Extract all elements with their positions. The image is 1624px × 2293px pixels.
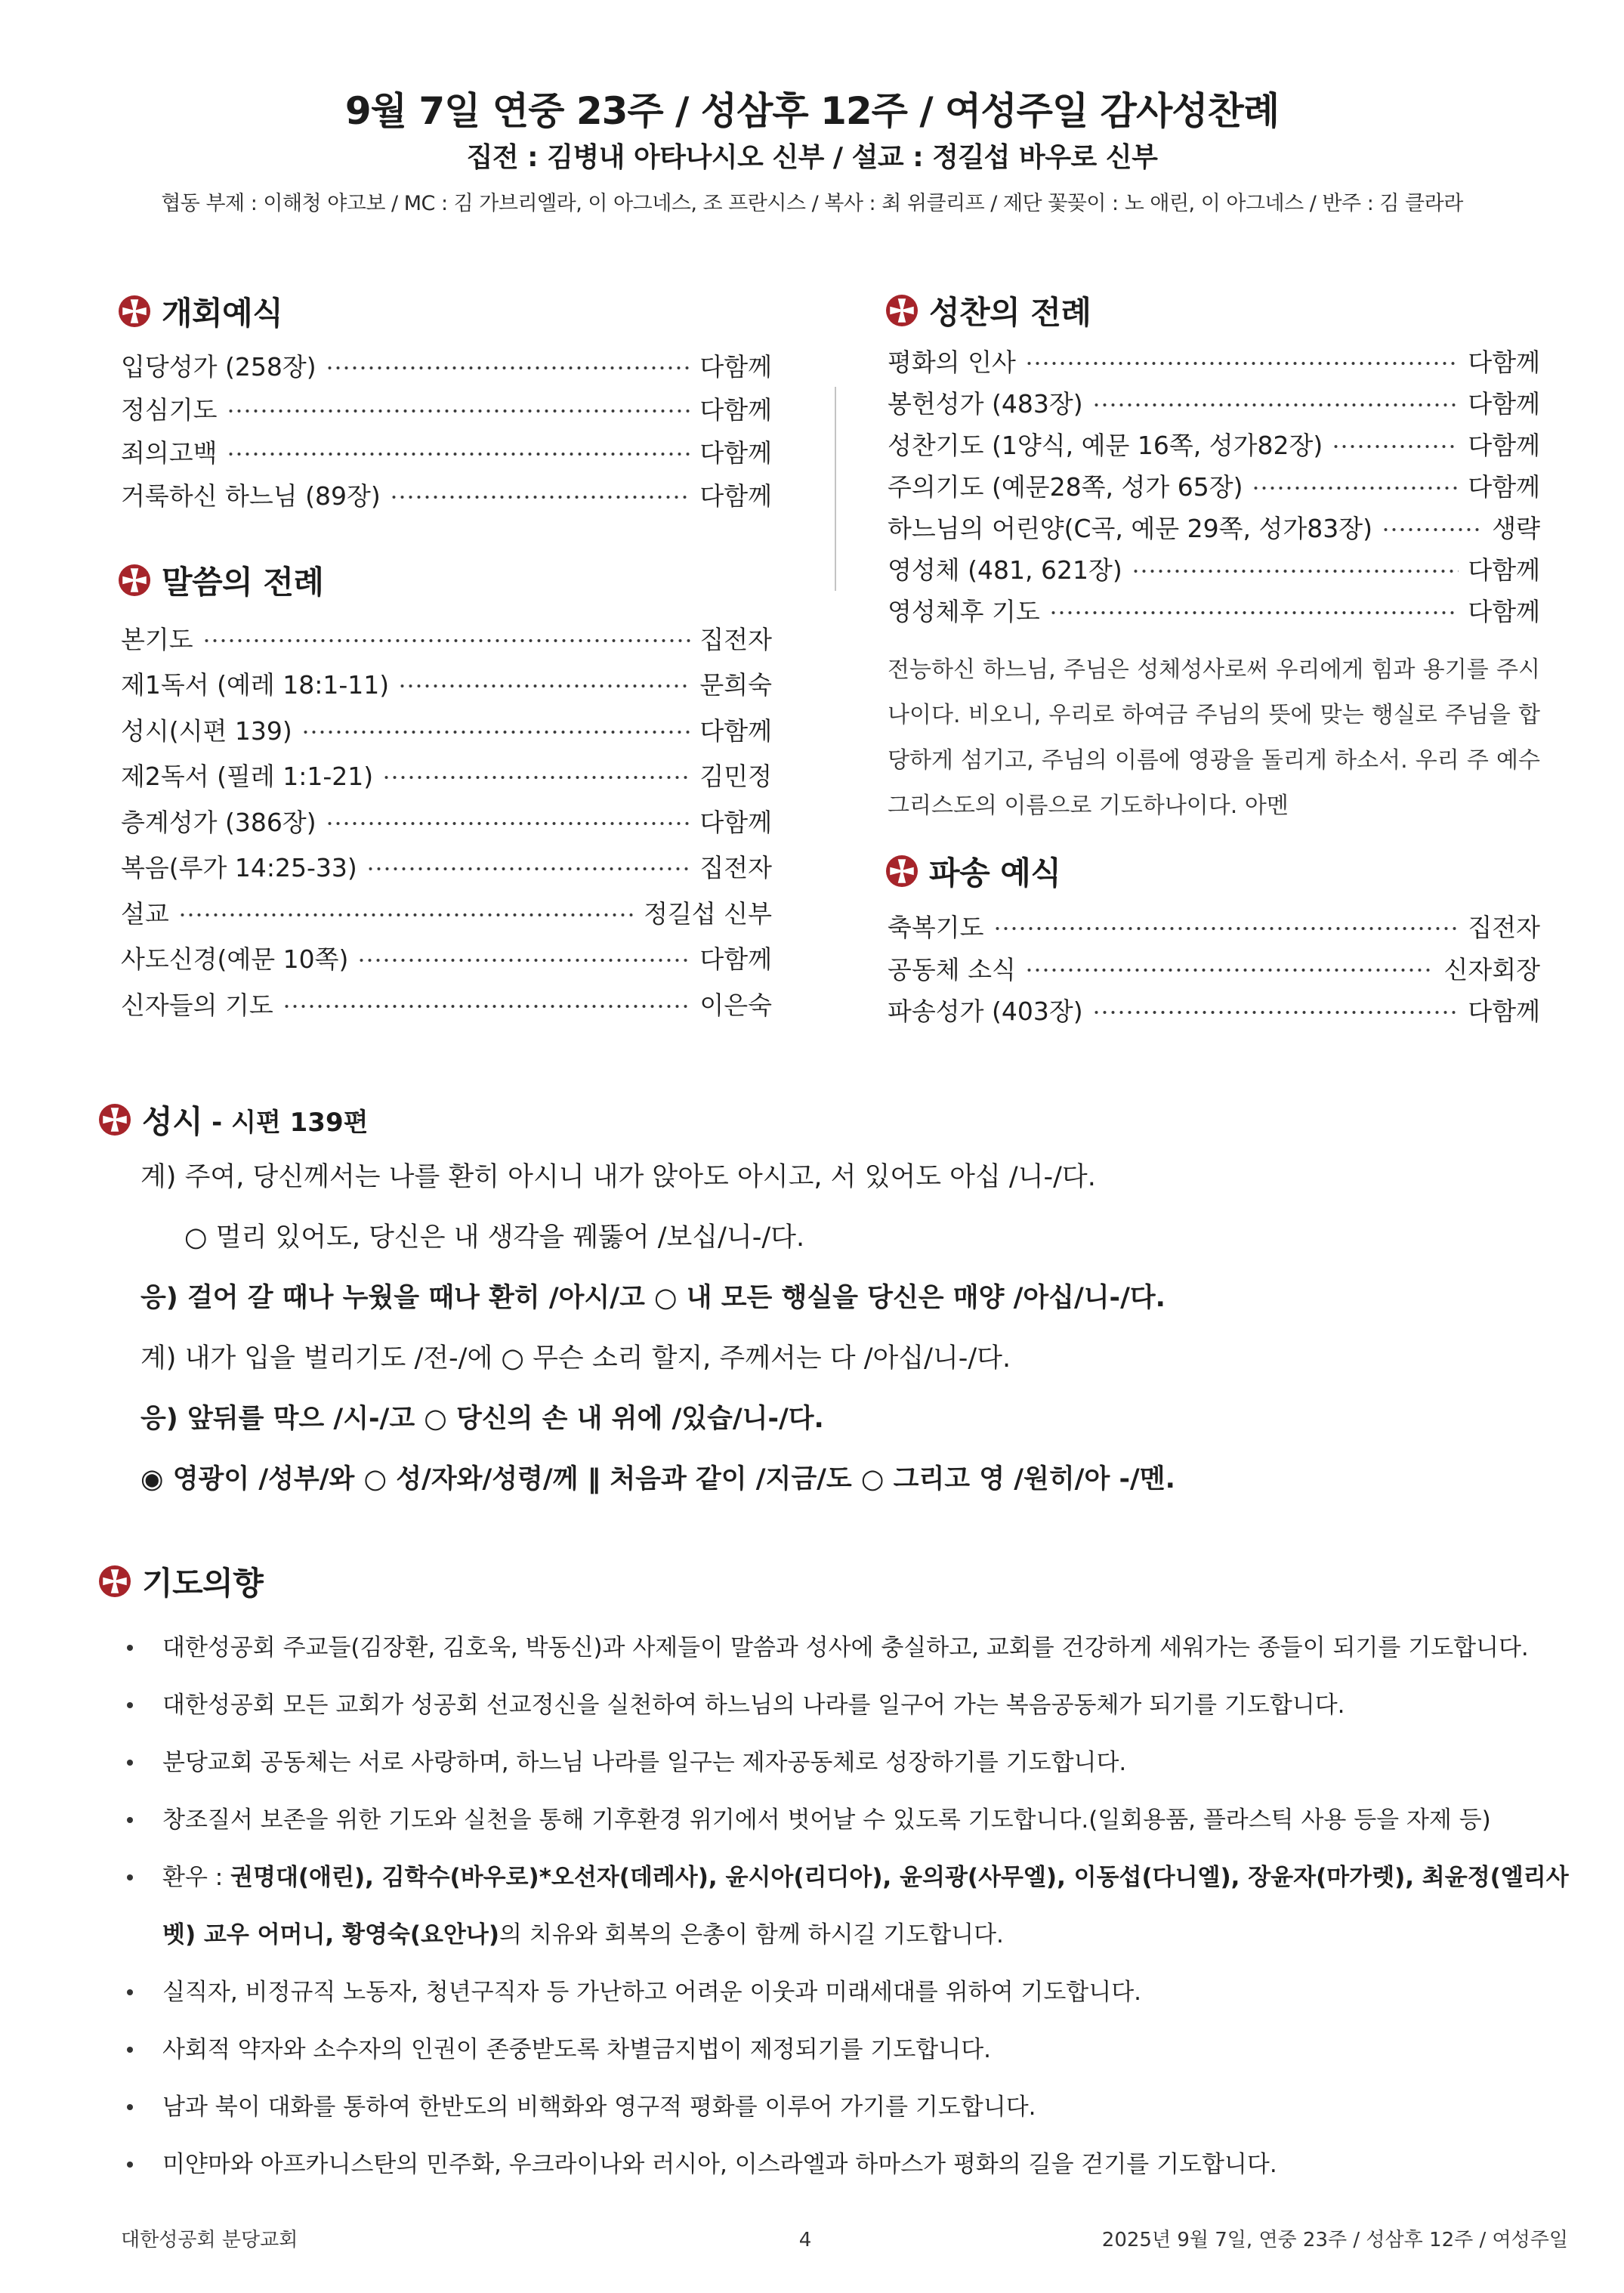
order-row — [121, 798, 772, 844]
cross-circle-graphic — [119, 295, 150, 327]
dot-leader — [202, 615, 691, 661]
bullet-dot — [127, 2162, 133, 2168]
section-header-dismissal — [886, 848, 1061, 894]
order-performer: 다함께 — [699, 481, 772, 511]
order-row — [888, 506, 1540, 548]
order-item: 제2독서 (필레 1:1-21) — [121, 762, 374, 792]
order-performer: 생략 — [1492, 514, 1540, 543]
dot-leader — [1092, 382, 1459, 423]
order-item: 입당성가 (258장) — [121, 352, 316, 382]
dot-leader — [382, 752, 690, 799]
dot-leader — [326, 344, 691, 387]
sick-names: 권명대(애린), 김학수(바우로)*오선자(데레사), 윤시아(리디아), 윤의광(사무엘), 이동섭(다니엘), 장윤자(마가렛), 최윤정(엘리사벳) 교우 어머니, 황영숙(요안나) — [162, 1864, 1569, 1948]
dot-leader — [227, 387, 691, 430]
cross-circle-graphic — [99, 1565, 131, 1597]
order-performer: 집전자 — [699, 853, 772, 883]
order-item: 설교 — [121, 898, 169, 929]
officiants-line: 집전 : 김병내 아타나시오 신부 / 설교 : 정길섭 바우로 신부 — [466, 142, 1158, 173]
order-row — [121, 387, 772, 430]
dot-leader — [1025, 340, 1459, 382]
psalm-verse-celebrant: 계) 주여, 당신께서는 나를 환히 아시니 내가 앉아도 아시고, 서 있어도 아십 /니-/다. — [140, 1162, 1096, 1192]
dot-leader — [993, 905, 1459, 947]
section-title: 성찬의 전례 — [929, 294, 1091, 331]
order-row — [888, 589, 1540, 631]
order-row — [121, 615, 772, 661]
order-item: 봉헌성가 (483장) — [888, 389, 1083, 419]
order-row — [121, 844, 772, 890]
order-item: 복음(루가 14:25-33) — [121, 853, 357, 883]
bullet-dot — [127, 1874, 133, 1880]
order-row — [888, 423, 1540, 465]
intention-item — [162, 1964, 1586, 2021]
intention-item — [162, 1619, 1586, 1676]
bullet-dot — [127, 1760, 133, 1766]
dot-leader — [1092, 989, 1459, 1031]
order-item: 신자들의 기도 — [121, 990, 273, 1020]
intention-text: 창조질서 보존을 위한 기도와 실천을 통해 기후환경 위기에서 벗어날 수 있도록 기도합니다.(일회용품, 플라스틱 사용 등을 자제 등) — [162, 1806, 1491, 1834]
order-performer: 다함께 — [1468, 597, 1540, 626]
order-performer: 이은숙 — [699, 990, 772, 1020]
intention-suffix: 의 치유와 회복의 은총이 함께 하시길 기도합니다. — [499, 1921, 1004, 1948]
order-item: 성찬기도 (1양식, 예문 16쪽, 성가82장) — [888, 431, 1323, 460]
order-performer: 정길섭 신부 — [644, 898, 772, 929]
intention-item — [162, 1676, 1586, 1734]
intention-text: 실직자, 비정규직 노동자, 청년구직자 등 가난하고 어려운 이웃과 미래세대를 위하여 기도합니다. — [162, 1979, 1141, 2006]
section-title: 성시 — [142, 1103, 203, 1140]
dot-leader — [283, 981, 691, 1027]
bullet-dot — [127, 1989, 133, 1995]
page-title: 9월 7일 연중 23주 / 성삼후 12주 / 여성주일 감사성찬례 — [344, 89, 1280, 133]
footer-church-name: 대한성공회 분당교회 — [121, 2229, 298, 2251]
dot-leader — [357, 935, 690, 981]
order-performer: 다함께 — [699, 352, 772, 382]
order-item: 하느님의 어린양(C곡, 예문 29쪽, 성가83장) — [888, 514, 1373, 543]
order-performer: 김민정 — [699, 762, 772, 792]
order-row — [121, 935, 772, 981]
order-row — [888, 947, 1540, 990]
order-row — [121, 706, 772, 752]
bullet-dot — [127, 1702, 133, 1708]
order-item: 성시(시편 139) — [121, 715, 292, 746]
cross-circle-graphic — [886, 295, 918, 326]
intention-item — [162, 1791, 1586, 1849]
psalm-verse-response: 응) 앞뒤를 막으 /시-/고 ○ 당신의 손 내 위에 /있습/니-/다. — [140, 1404, 824, 1434]
intention-text: 분당교회 공동체는 서로 사랑하며, 하느님 나라를 일구는 제자공동체로 성장하기를 기도합니다. — [162, 1749, 1127, 1776]
opening-order-list — [121, 344, 772, 516]
order-item: 평화의 인사 — [888, 348, 1016, 377]
section-header-psalm — [99, 1097, 368, 1142]
order-performer: 다함께 — [1468, 348, 1540, 377]
roles-line: 협동 부제 : 이해청 야고보 / MC : 김 가브리엘라, 이 아그네스, 조 프란시스 / 복사 : 최 위클리프 / 제단 꽃꽂이 : 노 애린, 이 아그네스 / 반주 : 김 클라라 — [161, 192, 1463, 215]
order-performer: 집전자 — [699, 624, 772, 654]
dot-leader — [301, 706, 691, 752]
cross-circle-graphic — [99, 1104, 131, 1136]
order-item: 축복기도 — [888, 913, 984, 943]
cross-circle-graphic — [886, 855, 918, 887]
order-performer: 다함께 — [699, 944, 772, 975]
section-header-opening — [119, 289, 283, 334]
order-item: 거룩하신 하느님 (89장) — [121, 481, 381, 511]
order-item: 정심기도 — [121, 395, 218, 425]
section-title: 파송 예식 — [929, 854, 1061, 892]
dot-leader — [1252, 465, 1459, 506]
intention-text: 대한성공회 모든 교회가 성공회 선교정신을 실천하여 하느님의 나라를 일구어 가는 복음공동체가 되기를 기도합니다. — [162, 1692, 1345, 1719]
dot-leader — [1382, 506, 1483, 548]
order-item: 영성체 (481, 621장) — [888, 555, 1122, 585]
cross-circle-icon — [886, 295, 918, 326]
order-performer: 다함께 — [1468, 472, 1540, 502]
intention-text: 대한성공회 주교들(김장환, 김호욱, 박동신)과 사제들이 말씀과 성사에 충실하고, 교회를 건강하게 세워가는 종들이 되기를 기도합니다. — [162, 1634, 1529, 1661]
section-header-word — [119, 558, 323, 603]
order-performer: 문희숙 — [699, 670, 772, 700]
word-order-list — [121, 615, 772, 1027]
order-row — [121, 430, 772, 473]
post-communion-prayer: 전능하신 하느님, 주님은 성체성사로써 우리에게 힘과 용기를 주시나이다. 비오니, 우리로 하여금 주님의 뜻에 맞는 행실로 주님을 합당하게 섬기고, 주님의 이름에 영광을 돌리게 하소서. 우리 주 예수 그리스도의 이름으로 기도하나이다. 아멘 — [888, 657, 1540, 819]
intention-item — [162, 2078, 1586, 2136]
cross-circle-icon — [119, 564, 150, 596]
order-item: 사도신경(예문 10쪽) — [121, 944, 349, 975]
order-row — [121, 889, 772, 935]
order-performer: 신자회장 — [1443, 954, 1540, 984]
dismissal-order-list — [888, 905, 1540, 1031]
order-performer: 다함께 — [699, 715, 772, 746]
order-item: 공동체 소식 — [888, 954, 1016, 984]
bullet-dot — [127, 1645, 133, 1651]
intention-item — [162, 2021, 1586, 2078]
order-row — [121, 661, 772, 707]
intention-item-sick — [162, 1849, 1586, 1964]
psalm-verse-celebrant: 계) 내가 입을 벌리기도 /전-/에 ○ 무슨 소리 할지, 주께서는 다 /아십/니-/다. — [140, 1343, 1011, 1374]
dot-leader — [390, 473, 691, 516]
order-performer: 다함께 — [1468, 997, 1540, 1027]
dot-leader — [1332, 423, 1459, 465]
page-number: 4 — [798, 2229, 812, 2251]
dot-leader — [1132, 548, 1459, 589]
order-performer: 다함께 — [1468, 431, 1540, 460]
section-title: 기도의향 — [142, 1565, 264, 1602]
section-title: 말씀의 전례 — [162, 564, 324, 601]
order-item: 영성체후 기도 — [888, 597, 1040, 626]
intention-prefix: 환우 : — [162, 1864, 231, 1891]
order-row — [888, 548, 1540, 589]
footer-date: 2025년 9월 7일, 연중 23주 / 성삼후 12주 / 여성주일 — [1101, 2229, 1568, 2251]
section-header-intentions — [99, 1559, 263, 1604]
order-performer: 다함께 — [699, 807, 772, 837]
order-item: 주의기도 (예문28쪽, 성가 65장) — [888, 472, 1243, 502]
order-item: 본기도 — [121, 624, 193, 654]
intention-item — [162, 2136, 1586, 2193]
dot-leader — [326, 798, 691, 844]
cross-circle-icon — [886, 855, 918, 887]
eucharist-order-list — [888, 340, 1540, 631]
section-title: 개회예식 — [162, 295, 283, 332]
dot-leader — [1049, 589, 1459, 631]
bullet-dot — [127, 1817, 133, 1823]
order-row — [888, 989, 1540, 1031]
order-item: 파송성가 (403장) — [888, 997, 1083, 1027]
order-performer: 다함께 — [699, 395, 772, 425]
psalm-text — [140, 1147, 1576, 1510]
order-item: 제1독서 (예레 18:1-11) — [121, 670, 390, 700]
order-row — [888, 340, 1540, 382]
cross-circle-icon — [119, 295, 150, 327]
section-subtitle: - 시편 139편 — [211, 1107, 369, 1138]
bullet-dot — [127, 2104, 133, 2110]
intention-text: 남과 북이 대화를 통하여 한반도의 비핵화와 영구적 평화를 이루어 가기를 기도합니다. — [162, 2094, 1036, 2121]
dot-leader — [178, 889, 634, 935]
dot-leader — [366, 844, 691, 890]
cross-circle-graphic — [119, 564, 150, 596]
order-item: 죄의고백 — [121, 438, 218, 468]
dot-leader — [398, 661, 690, 707]
psalm-gloria: ◉ 영광이 /성부/와 ○ 성/자와/성령/께 ‖ 처음과 같이 /지금/도 ○ 그리고 영 /원히/아 -/멘. — [140, 1464, 1175, 1494]
intention-text: 사회적 약자와 소수자의 인권이 존중받도록 차별금지법이 제정되기를 기도합니다. — [162, 2036, 991, 2063]
intention-item — [162, 1734, 1586, 1791]
order-item: 층계성가 (386장) — [121, 807, 316, 837]
psalm-verse-continuation: ○ 멀리 있어도, 당신은 내 생각을 꿰뚫어 /보십/니-/다. — [184, 1222, 805, 1253]
order-row — [888, 465, 1540, 506]
order-row — [121, 344, 772, 387]
order-row — [121, 752, 772, 799]
order-performer: 다함께 — [1468, 555, 1540, 585]
section-header-eucharist — [886, 288, 1091, 333]
cross-circle-icon — [99, 1565, 131, 1597]
psalm-verse-response: 응) 걸어 갈 때나 누웠을 때나 환히 /아시/고 ○ 내 모든 행실을 당신은 매양 /아십/니-/다. — [140, 1283, 1166, 1313]
order-row — [121, 473, 772, 516]
order-row — [888, 905, 1540, 947]
order-performer: 다함께 — [1468, 389, 1540, 419]
dot-leader — [1025, 947, 1435, 990]
order-performer: 집전자 — [1468, 913, 1540, 943]
order-row — [888, 382, 1540, 423]
order-row — [121, 981, 772, 1027]
prayer-intentions-list — [162, 1619, 1586, 2193]
dot-leader — [227, 430, 691, 473]
order-performer: 다함께 — [699, 438, 772, 468]
cross-circle-icon — [99, 1104, 131, 1136]
bullet-dot — [127, 2047, 133, 2053]
column-divider — [835, 387, 836, 591]
intention-text: 미얀마와 아프카니스탄의 민주화, 우크라이나와 러시아, 이스라엘과 하마스가 평화의 길을 걷기를 기도합니다. — [162, 2151, 1277, 2178]
